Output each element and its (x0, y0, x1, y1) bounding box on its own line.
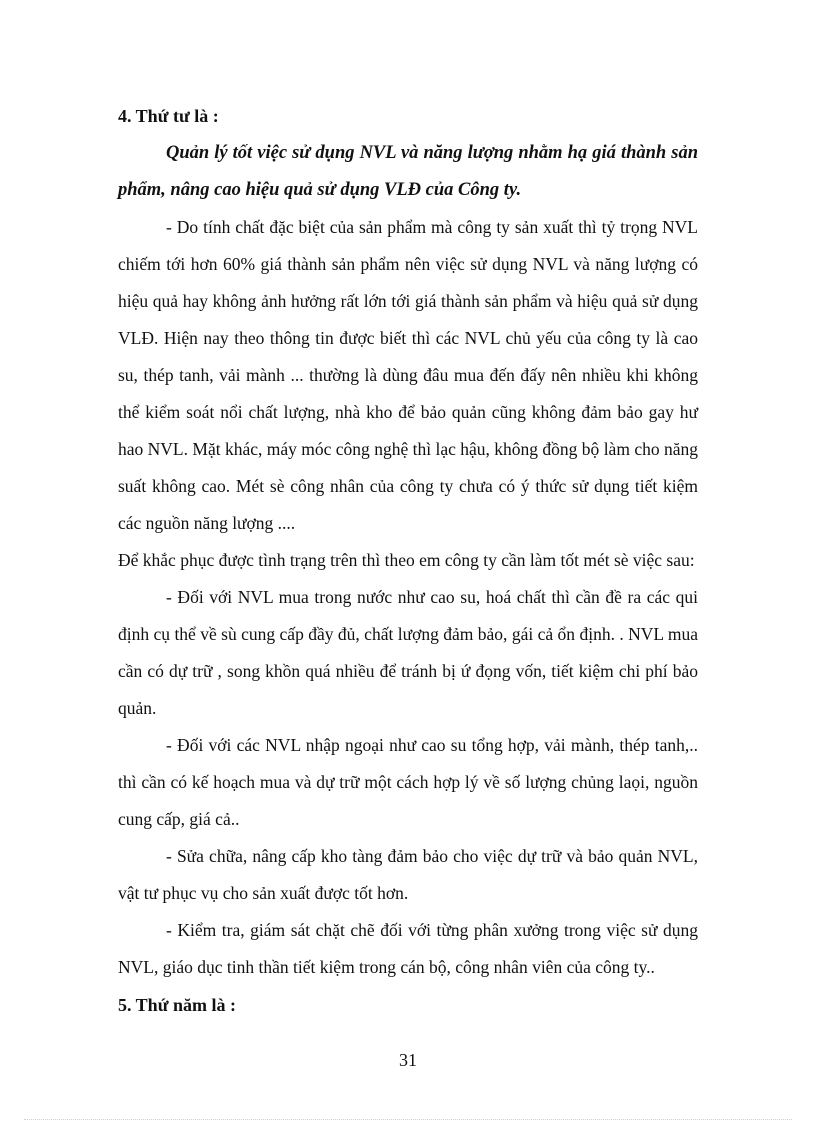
page-number: 31 (399, 1050, 417, 1070)
section-5-heading: 5. Thứ năm là : (118, 995, 236, 1015)
paragraph: Để khắc phục được tình trạng trên thì theo em công ty cần làm tốt mét sè việc sau: (118, 550, 695, 570)
paragraph: - Do tính chất đặc biệt của sản phẩm mà công ty sản xuất thì tỷ trọng NVL chiếm tới hơn 60% giá thành sản phẩm nên việc sử dụng NVL và năng lượng có hiệu quả hay không ảnh hưởng rất lớn tới giá thành sản phẩm và hiệu quả sử dụng VLĐ. Hiện nay theo thông tin được biết thì các NVL chủ yếu của công ty là cao su, thép tanh, vải mành ... thường là dùng đâu mua đến đấy nên nhiều khi không thể kiểm soát nổi chất lượng, nhà kho để bảo quản cũng không đảm bảo gay hư hao NVL. Mặt khác, máy móc công nghệ thì lạc hậu, không đồng bộ làm cho năng suất không cao. Mét sè công nhân của công ty chưa có ý thức sử dụng tiết kiệm các nguồn năng lượng .... (118, 217, 698, 533)
paragraph: - Đối với các NVL nhập ngoại như cao su tổng hợp, vải mành, thép tanh,.. thì cần có kế hoạch mua và dự trữ một cách hợp lý về số lượng chủng laọi, nguồn cung cấp, giá cả.. (118, 735, 698, 829)
section-4-lead: Quản lý tốt việc sử dụng NVL và năng lượng nhằm hạ giá thành sản phẩm, nâng cao hiệu quả sử dụng VLĐ của Công ty. (118, 143, 698, 200)
paragraph: - Kiểm tra, giám sát chặt chẽ đối với từng phân xưởng trong việc sử dụng NVL, giáo dục tinh thần tiết kiệm trong cán bộ, công nhân viên của công ty.. (118, 920, 698, 977)
page-content (118, 98, 698, 1024)
section-4-heading: 4. Thứ tư là : (118, 106, 219, 126)
paragraph: - Sửa chữa, nâng cấp kho tàng đảm bảo cho việc dự trữ và bảo quản NVL, vật tư phục vụ cho sản xuất được tốt hơn. (118, 846, 698, 903)
page-bottom-divider (24, 1119, 792, 1120)
paragraph: - Đối với NVL mua trong nước như cao su, hoá chất thì cần đề ra các qui định cụ thể về sù cung cấp đầy đủ, chất lượng đảm bảo, gái cả ổn định. . NVL mua cần có dự trữ , song khồn quá nhiều để tránh bị ứ đọng vốn, tiết kiệm chi phí bảo quản. (118, 587, 698, 718)
